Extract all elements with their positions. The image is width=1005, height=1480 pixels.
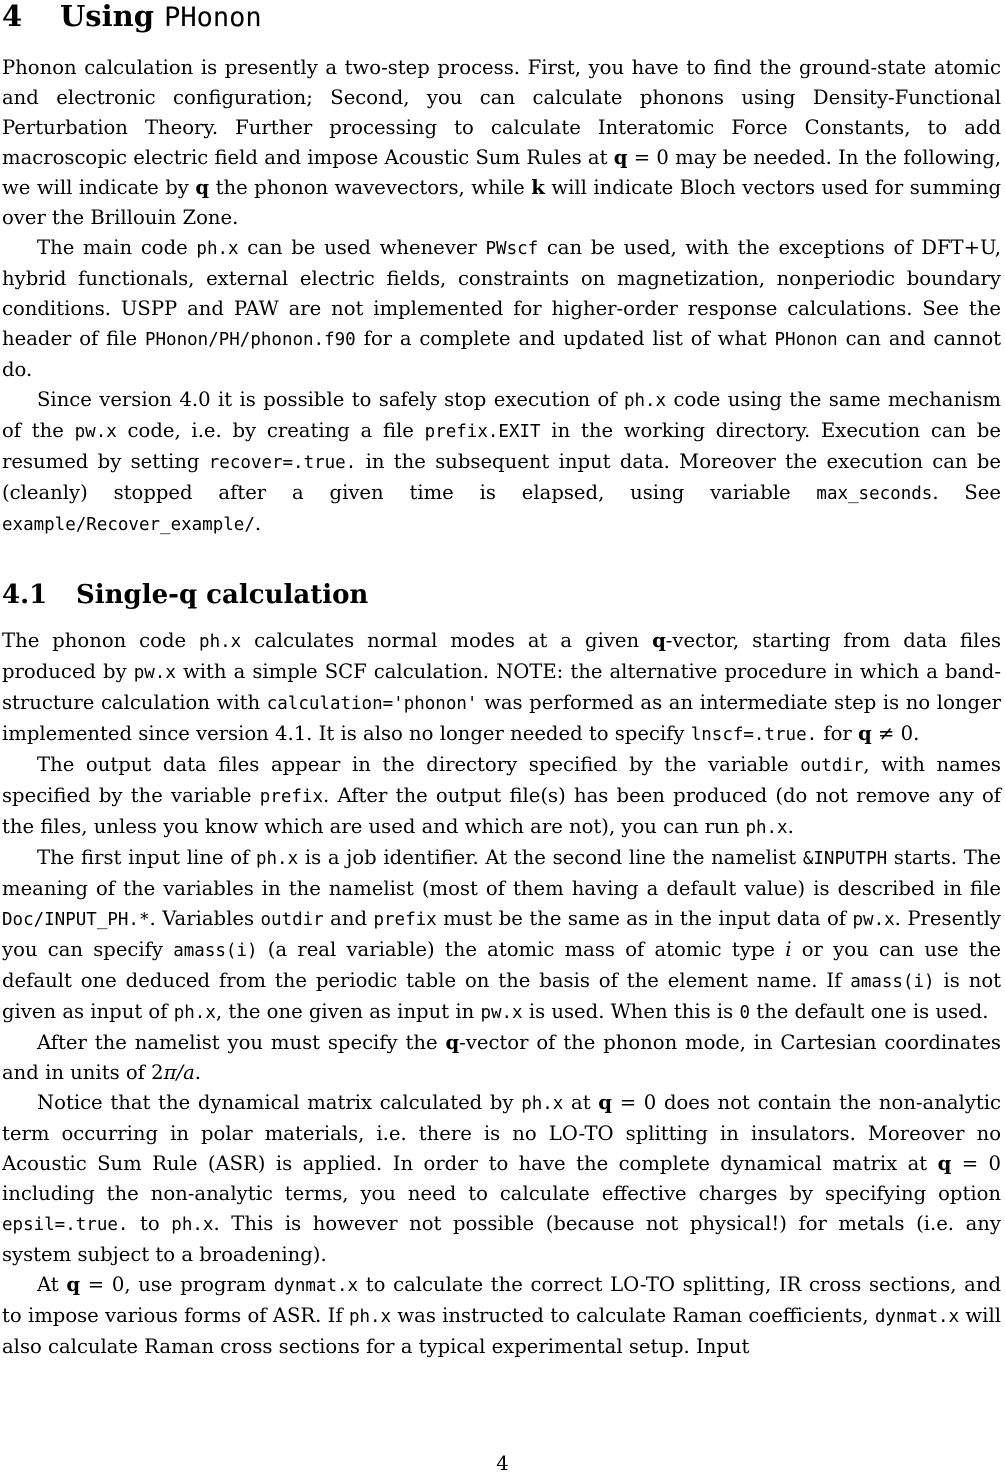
subsection-title: Single-q calculation (76, 580, 369, 610)
body-paragraph-5: Notice that the dynamical matrix calculated by ph.x at q = 0 does not contain the non-analytic term occurring in polar materials, i.e. there is no LO-TO splitting in insulators. Moreover no Acoustic Sum Rule (ASR) is applied. In order to have the complete dynamical matrix at q = 0 including the non-analytic terms, you need to calculate effective charges by specifying option epsil=.true. to ph.x. This is however not possible (because not physical!) for metals (i.e. any system subject to a broadening). (2, 1091, 1001, 1266)
subsection-heading (2, 580, 1001, 610)
intro-paragraph-1: Phonon calculation is presently a two-step process. First, you have to find the ground-state atomic and electronic configuration; Second, you can calculate phonons using Density-Functional Perturbation Theory. Further processing to calculate Interatomic Force Constants, to add macroscopic electric field and impose Acoustic Sum Rules at q = 0 may be needed. In the following, we will indicate by q the phonon wavevectors, while k will indicate Bloch vectors used for summing over the Brillouin Zone. (2, 56, 1001, 229)
section-title-prefix: Using (60, 0, 154, 33)
page-content (2, 0, 1001, 1362)
body-paragraph-4: After the namelist you must specify the q-vector of the phonon mode, in Cartesian coordinates and in units of 2π/a. (2, 1031, 1001, 1084)
body-paragraph-3: The first input line of ph.x is a job identifier. At the second line the namelist &INPUTPH starts. The meaning of the variables in the namelist (most of them having a default value) is described in file Doc/INPUT_PH.*. Variables outdir and prefix must be the same as in the input data of pw.x. Presently you can specify amass(i) (a real variable) the atomic mass of atomic type i or you can use the default one deduced from the periodic table on the basis of the element name. If amass(i) is not given as input of ph.x, the one given as input in pw.x is used. When this is 0 the default one is used. (2, 846, 1002, 1023)
intro-paragraph-3: Since version 4.0 it is possible to safely stop execution of ph.x code using the same mechanism of the pw.x code, i.e. by creating a file prefix.EXIT in the working directory. Execution can be resumed by setting recover=.true. in the subsequent input data. Moreover the execution can be (cleanly) stopped after a given time is elapsed, using variable max_seconds. See example/Recover_example/. (2, 388, 1002, 535)
body-paragraph-6: At q = 0, use program dynmat.x to calculate the correct LO-TO splitting, IR cross sections, and to impose various forms of ASR. If ph.x was instructed to calculate Raman coefficients, dynmat.x will also calculate Raman cross sections for a typical experimental setup. Input (2, 1273, 1001, 1358)
body-paragraph-2: The output data files appear in the directory specified by the variable outdir, with names specified by the variable prefix. After the output file(s) has been produced (do not remove any of the files, unless you know which are used and which are not), you can run ph.x. (2, 753, 1001, 838)
page-number: 4 (496, 1452, 509, 1475)
section-number: 4 (2, 0, 23, 33)
body-paragraph-1: The phonon code ph.x calculates normal modes at a given q-vector, starting from data files produced by pw.x with a simple SCF calculation. NOTE: the alternative procedure in which a band-structure calculation with calculation='phonon' was performed as an intermediate step is no longer implemented since version 4.1. It is also no longer needed to specify lnscf=.true. for q ≠ 0. (2, 629, 1002, 745)
intro-paragraph-2: The main code ph.x can be used whenever PWscf can be used, with the exceptions of DFT+U, hybrid functionals, external electric fields, constraints on magnetization, nonperiodic boundary conditions. USPP and PAW are not implemented for higher-order response calculations. See the header of file PHonon/PH/phonon.f90 for a complete and updated list of what PHonon can and cannot do. (2, 236, 1001, 381)
subsection-number: 4.1 (2, 580, 48, 610)
section-title-code: PHonon (164, 2, 262, 33)
section-heading (2, 0, 1001, 34)
